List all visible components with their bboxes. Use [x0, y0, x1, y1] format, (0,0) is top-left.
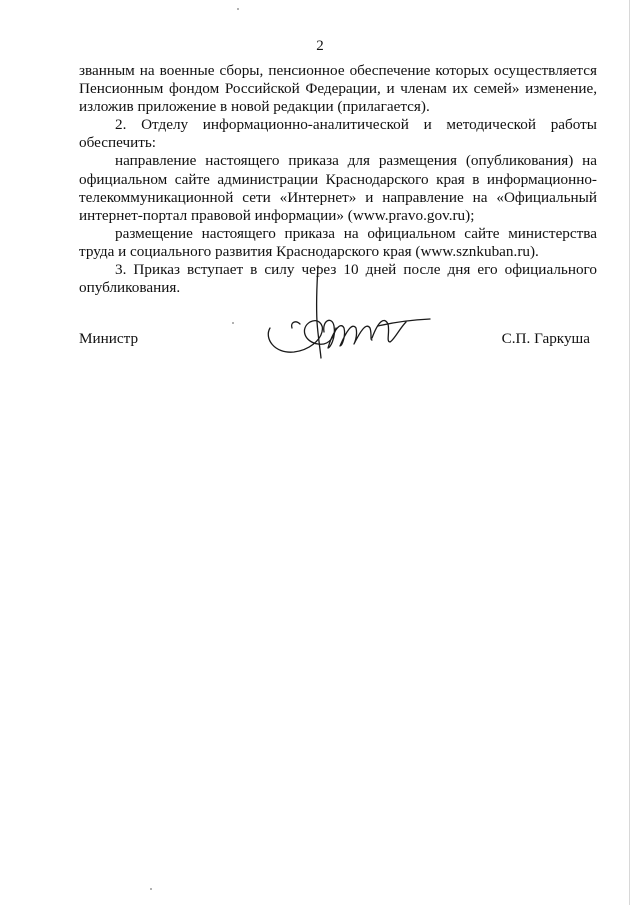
scan-speck: [150, 888, 152, 890]
scan-speck: [232, 322, 234, 324]
scan-edge-line: [629, 0, 630, 905]
page-number: 2: [316, 38, 324, 54]
signatory-name: С.П. Гаркуша: [501, 330, 590, 347]
scan-speck: [237, 8, 239, 10]
paragraph-continuation: званным на военные сборы, пенсионное обеспечение которых осуществляется Пенсионным фондом Российской Федерации, и членам их семей» изменение, изложив приложение в новой редакции (прилагается).: [79, 62, 597, 116]
paragraph-item-2-website: размещение настоящего приказа на официальном сайте министерства труда и социального развития Краснодарского края (www.sznkuban.ru).: [79, 224, 597, 260]
paragraph-item-2: 2. Отделу информационно-аналитической и методической работы обеспечить:: [79, 116, 597, 152]
paragraph-item-2-publication: направление настоящего приказа для размещения (опубликования) на официальном сайте администрации Краснодарского края в информационно-телекоммуникационной сети «Интернет» и направление на «Официальный интернет-портал правовой информации» (www.pravo.gov.ru);: [79, 152, 597, 224]
paragraph-item-3: 3. Приказ вступает в силу через 10 дней после дня его официального опубликования.: [79, 261, 597, 297]
signatory-role: Министр: [79, 330, 139, 347]
handwritten-signature: [260, 262, 440, 372]
